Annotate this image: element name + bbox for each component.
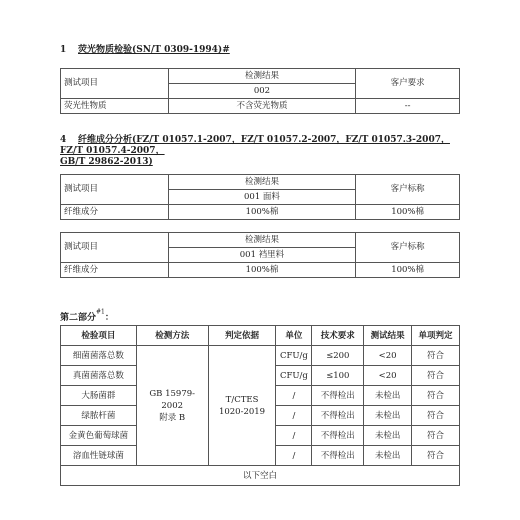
- table-header-row: [61, 326, 460, 346]
- row-result: 100%棉: [168, 263, 356, 278]
- unit-cell: CFU/g: [276, 346, 312, 366]
- requirement-cell: ≤200: [312, 346, 364, 366]
- header-sample-id: 001 裆里料: [168, 248, 356, 263]
- judgement-basis-cell: [208, 346, 276, 466]
- section-1-heading: 荧光物质检验(SN/T 0309-1994)#: [78, 45, 230, 55]
- unit-cell: /: [276, 446, 312, 466]
- test-item-cell: 金黄色葡萄球菌: [61, 426, 137, 446]
- test-method: GB 15979-2002: [149, 388, 196, 411]
- part-2-footnote-mark: #1: [96, 308, 105, 316]
- row-claimed: 100%棉: [356, 263, 460, 278]
- section-1-number: 1: [60, 45, 67, 55]
- test-item-cell: 细菌菌落总数: [61, 346, 137, 366]
- header-result: 检测结果: [168, 175, 356, 190]
- row-claimed: 100%棉: [356, 205, 460, 220]
- column-header: 检测方法: [136, 326, 208, 346]
- header-claimed: 客户标称: [356, 175, 460, 205]
- section-4-heading-line2: GB/T 29862-2013): [60, 157, 153, 167]
- requirement-cell: 不得检出: [312, 426, 364, 446]
- header-test-item: 测试项目: [61, 69, 169, 99]
- judgement-cell: 符合: [412, 366, 460, 386]
- test-item-cell: 溶血性链球菌: [61, 446, 137, 466]
- section-1-title: [60, 44, 460, 56]
- unit-cell: /: [276, 386, 312, 406]
- column-header: 测试结果: [364, 326, 412, 346]
- unit-cell: /: [276, 426, 312, 446]
- judgement-basis: T/CTES: [225, 394, 259, 405]
- requirement-cell: 不得检出: [312, 446, 364, 466]
- test-item-cell: 绿脓杆菌: [61, 406, 137, 426]
- requirement-cell: 不得检出: [312, 386, 364, 406]
- part-2-colon: ：: [104, 313, 114, 323]
- header-claimed: 客户标称: [356, 233, 460, 263]
- header-result: 检测结果: [168, 233, 356, 248]
- judgement-cell: 符合: [412, 346, 460, 366]
- row-result: 不含荧光物质: [168, 99, 356, 114]
- test-method-appendix: 附录 B: [159, 412, 186, 423]
- section-4-title: [60, 135, 460, 168]
- fiber-table-2-wrap: [60, 232, 460, 278]
- part-2-heading: 第二部分: [60, 313, 97, 323]
- header-result: 检测结果: [168, 69, 356, 84]
- column-header: 单项判定: [412, 326, 460, 346]
- result-cell: <20: [364, 366, 412, 386]
- fluorescence-table: [60, 68, 460, 114]
- header-test-item: 测试项目: [61, 233, 169, 263]
- row-item: 荧光性物质: [61, 99, 169, 114]
- test-item-cell: 大肠菌群: [61, 386, 137, 406]
- result-cell: 未检出: [364, 446, 412, 466]
- row-result: 100%棉: [168, 205, 356, 220]
- judgement-cell: 符合: [412, 446, 460, 466]
- header-requirement: 客户要求: [356, 69, 460, 99]
- table-row: [61, 346, 460, 366]
- header-test-item: 测试项目: [61, 175, 169, 205]
- result-cell: 未检出: [364, 386, 412, 406]
- result-cell: 未检出: [364, 406, 412, 426]
- judgement-cell: 符合: [412, 386, 460, 406]
- test-method-cell: [136, 346, 208, 466]
- unit-cell: /: [276, 406, 312, 426]
- fiber-table-2: [60, 232, 460, 278]
- section-fluorescence: [60, 44, 460, 56]
- column-header: 判定依据: [208, 326, 276, 346]
- result-cell: 未检出: [364, 426, 412, 446]
- row-item: 纤维成分: [61, 205, 169, 220]
- fiber-table-1-wrap: [60, 174, 460, 220]
- section-4-heading-line1: 纤维成分分析(FZ/T 01057.1-2007，FZ/T 01057.2-2007，FZ/T 01057.3-2007，FZ/T 01057.4-2007，: [60, 135, 450, 156]
- header-sample-id: 002: [168, 84, 356, 99]
- section-fiber: [60, 135, 460, 168]
- fiber-table-1: [60, 174, 460, 220]
- requirement-cell: 不得检出: [312, 406, 364, 426]
- microbial-table-wrap: [60, 325, 460, 486]
- part-2-title: [60, 305, 460, 324]
- column-header: 技术要求: [312, 326, 364, 346]
- judgement-cell: 符合: [412, 406, 460, 426]
- column-header: 单位: [276, 326, 312, 346]
- row-requirement: --: [356, 99, 460, 114]
- column-header: 检验项目: [61, 326, 137, 346]
- section-4-number: 4: [60, 135, 67, 145]
- requirement-cell: ≤100: [312, 366, 364, 386]
- judgement-cell: 符合: [412, 426, 460, 446]
- result-cell: <20: [364, 346, 412, 366]
- fluorescence-table-wrap: [60, 68, 460, 114]
- unit-cell: CFU/g: [276, 366, 312, 386]
- row-item: 纤维成分: [61, 263, 169, 278]
- table-footer-blank-note: 以下空白: [61, 466, 460, 486]
- microbial-table: [60, 325, 460, 486]
- judgement-basis-number: 1020-2019: [218, 406, 266, 417]
- header-sample-id: 001 面料: [168, 190, 356, 205]
- test-item-cell: 真菌菌落总数: [61, 366, 137, 386]
